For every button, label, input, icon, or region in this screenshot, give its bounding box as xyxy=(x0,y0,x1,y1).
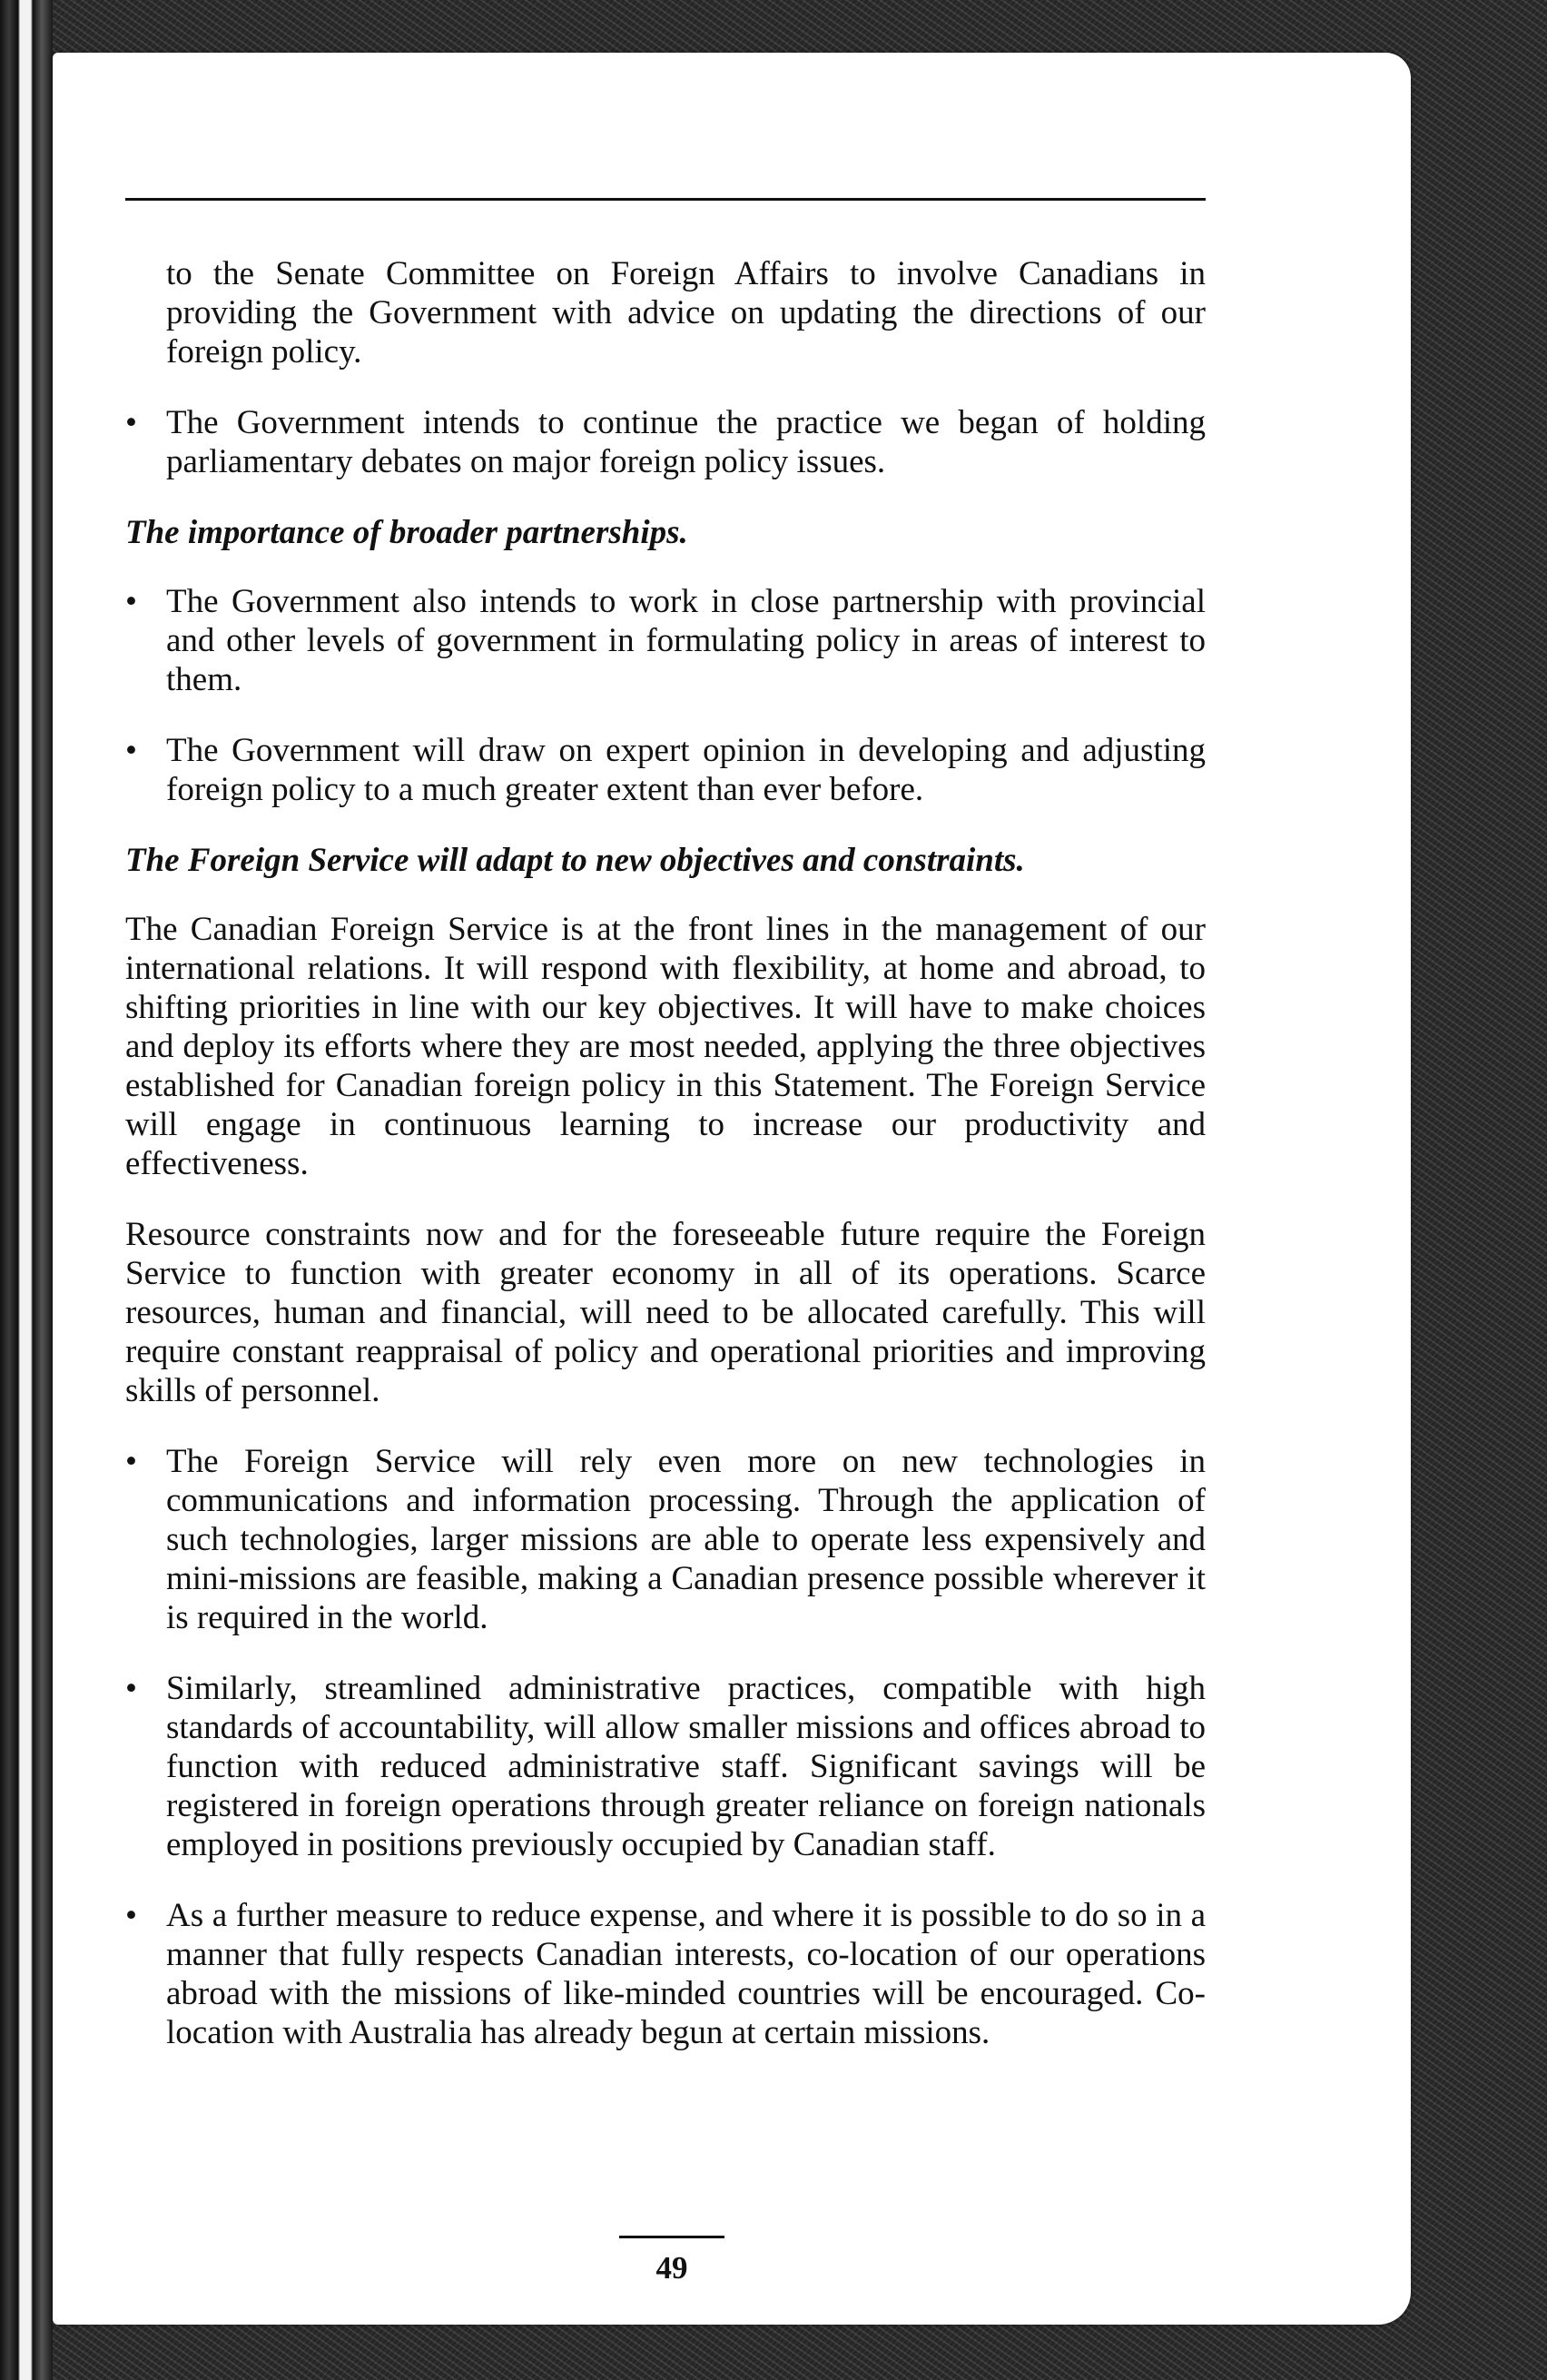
bullet-text: The Foreign Service will rely even more on new technologies in communications and information processing. Through the application of such technologies, larger missions are able to operate less expensively and mini-missions are feasible, making a Canadian presence possible wherever it is required in the world. xyxy=(166,1443,1206,1636)
book-binding xyxy=(0,0,53,2380)
page-content xyxy=(125,254,1206,2084)
continuation-paragraph: to the Senate Committee on Foreign Affairs to involve Canadians in providing the Government with advice on updating the directions of our foreign policy. xyxy=(166,255,1206,370)
bullet-icon: • xyxy=(125,1897,137,1934)
bullet-icon: • xyxy=(125,1670,137,1707)
footer-rule xyxy=(619,2236,724,2238)
bullet-icon: • xyxy=(125,404,137,441)
bullet-list xyxy=(125,1442,1206,2052)
bullet-icon: • xyxy=(125,583,137,620)
bullet-list xyxy=(125,582,1206,809)
bullet-list xyxy=(125,403,1206,481)
bullet-icon: • xyxy=(125,732,137,769)
bullet-item xyxy=(125,1669,1206,1864)
document-page xyxy=(53,53,1411,2325)
bullet-icon: • xyxy=(125,1443,137,1480)
bullet-text: As a further measure to reduce expense, and where it is possible to do so in a manner that fully respects Canadian interests, co-location of our operations abroad with the missions of like-minded countries will be encouraged. Co-location with Australia has already begun at certain missions. xyxy=(166,1897,1206,2051)
header-rule xyxy=(125,198,1206,201)
bullet-item xyxy=(125,582,1206,699)
body-paragraph: The Canadian Foreign Service is at the front lines in the management of our international relations. It will respond with flexibility, at home and abroad, to shifting priorities in line with our key objectives. It will have to make choices and deploy its efforts where they are most needed, applying the three objectives established for Canadian foreign policy in this Statement. The Foreign Service will engage in continuous learning to increase our productivity and effectiveness. xyxy=(125,911,1206,1182)
bullet-text: The Government also intends to work in close partnership with provincial and other levels of government in formulating policy in areas of interest to them. xyxy=(166,583,1206,698)
bullet-text: The Government will draw on expert opinion in developing and adjusting foreign policy to a much greater extent than ever before. xyxy=(166,732,1206,808)
page-number: 49 xyxy=(655,2250,688,2286)
section-heading: The importance of broader partnerships. xyxy=(125,514,688,551)
bullet-text: Similarly, streamlined administrative practices, compatible with high standards of accountability, will allow smaller missions and offices abroad to function with reduced administrative staff. Significant savings will be registered in foreign operations through greater reliance on foreign nationals employed in positions previously occupied by Canadian staff. xyxy=(166,1670,1206,1863)
bullet-item xyxy=(125,731,1206,809)
body-paragraph: Resource constraints now and for the foreseeable future require the Foreign Service to function with greater economy in all of its operations. Scarce resources, human and financial, will need to be allocated carefully. This will require constant reappraisal of policy and operational priorities and improving skills of personnel. xyxy=(125,1216,1206,1409)
bullet-item xyxy=(125,1896,1206,2052)
bullet-item xyxy=(125,1442,1206,1637)
bullet-item xyxy=(125,403,1206,481)
section-heading: The Foreign Service will adapt to new objectives and constraints. xyxy=(125,842,1025,879)
bullet-text: The Government intends to continue the practice we began of holding parliamentary debates on major foreign policy issues. xyxy=(166,404,1206,480)
